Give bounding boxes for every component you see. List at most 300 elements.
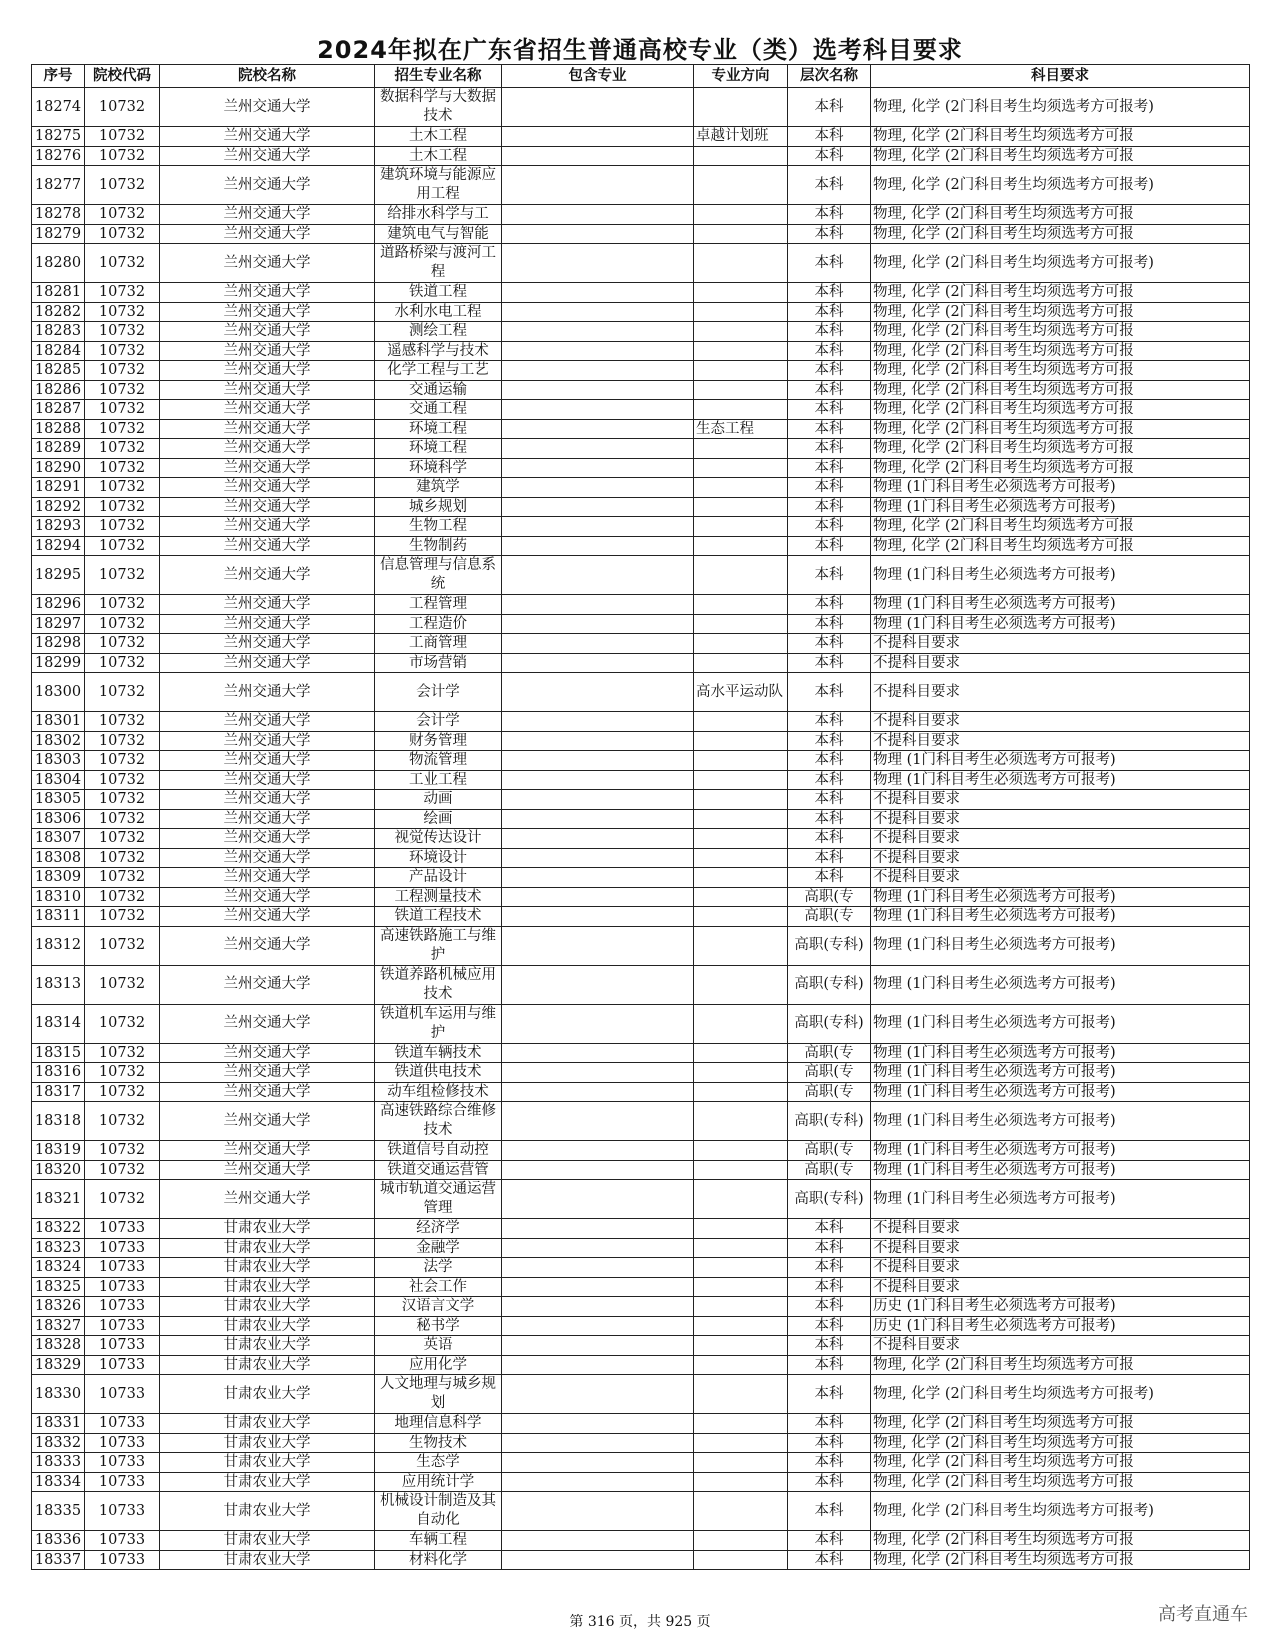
row-subject-req: 物理, 化学 (2门科目考生均须选考方可报 xyxy=(871,283,1250,303)
row-included-majors xyxy=(502,1355,694,1375)
row-index: 18286 xyxy=(32,380,85,400)
table-header-row xyxy=(32,65,1250,88)
row-level: 高职(专科) xyxy=(788,1102,871,1141)
row-included-majors xyxy=(502,673,694,712)
row-school-name: 兰州交通大学 xyxy=(160,751,375,771)
row-level: 本科 xyxy=(788,809,871,829)
row-level: 本科 xyxy=(788,224,871,244)
table-row xyxy=(32,146,1250,166)
row-subject-req: 物理 (1门科目考生必须选考方可报考) xyxy=(871,1082,1250,1102)
row-direction xyxy=(694,1316,788,1336)
row-index: 18288 xyxy=(32,419,85,439)
row-school-name: 兰州交通大学 xyxy=(160,1004,375,1043)
row-school-name: 兰州交通大学 xyxy=(160,458,375,478)
row-school-code: 10732 xyxy=(85,653,160,673)
row-direction xyxy=(694,283,788,303)
row-index: 18333 xyxy=(32,1453,85,1473)
header-school-code: 院校代码 xyxy=(85,65,160,88)
row-direction xyxy=(694,380,788,400)
row-level: 高职(专 xyxy=(788,907,871,927)
row-school-code: 10733 xyxy=(85,1453,160,1473)
row-school-code: 10732 xyxy=(85,439,160,459)
row-included-majors xyxy=(502,341,694,361)
row-included-majors xyxy=(502,166,694,205)
row-index: 18331 xyxy=(32,1414,85,1434)
row-school-code: 10732 xyxy=(85,556,160,595)
row-school-code: 10732 xyxy=(85,965,160,1004)
row-included-majors xyxy=(502,556,694,595)
row-subject-req: 物理 (1门科目考生必须选考方可报考) xyxy=(871,497,1250,517)
row-school-code: 10732 xyxy=(85,731,160,751)
row-index: 18297 xyxy=(32,614,85,634)
row-index: 18280 xyxy=(32,244,85,283)
row-direction xyxy=(694,634,788,654)
row-school-name: 兰州交通大学 xyxy=(160,1082,375,1102)
row-major-name: 生物制药 xyxy=(375,536,502,556)
row-subject-req: 物理, 化学 (2门科目考生均须选考方可报 xyxy=(871,1355,1250,1375)
row-level: 本科 xyxy=(788,1219,871,1239)
row-level: 本科 xyxy=(788,536,871,556)
row-level: 高职(专 xyxy=(788,887,871,907)
row-major-name: 工商管理 xyxy=(375,634,502,654)
row-subject-req: 不提科目要求 xyxy=(871,790,1250,810)
row-school-code: 10732 xyxy=(85,673,160,712)
row-subject-req: 物理, 化学 (2门科目考生均须选考方可报 xyxy=(871,341,1250,361)
row-direction xyxy=(694,1277,788,1297)
row-level: 高职(专科) xyxy=(788,1180,871,1219)
table-row xyxy=(32,809,1250,829)
row-included-majors xyxy=(502,1492,694,1531)
row-subject-req: 物理, 化学 (2门科目考生均须选考方可报 xyxy=(871,1531,1250,1551)
row-level: 本科 xyxy=(788,1297,871,1317)
row-major-name: 信息管理与信息系统 xyxy=(375,556,502,595)
row-direction xyxy=(694,458,788,478)
row-school-name: 兰州交通大学 xyxy=(160,497,375,517)
row-direction xyxy=(694,341,788,361)
row-level: 本科 xyxy=(788,790,871,810)
table-row xyxy=(32,926,1250,965)
row-subject-req: 不提科目要求 xyxy=(871,731,1250,751)
row-subject-req: 不提科目要求 xyxy=(871,868,1250,888)
row-school-name: 兰州交通大学 xyxy=(160,322,375,342)
row-school-code: 10732 xyxy=(85,283,160,303)
row-level: 本科 xyxy=(788,1355,871,1375)
row-school-name: 兰州交通大学 xyxy=(160,673,375,712)
row-major-name: 市场营销 xyxy=(375,653,502,673)
row-school-name: 兰州交通大学 xyxy=(160,731,375,751)
row-included-majors xyxy=(502,1180,694,1219)
row-major-name: 材料化学 xyxy=(375,1550,502,1570)
row-school-name: 兰州交通大学 xyxy=(160,868,375,888)
row-school-code: 10732 xyxy=(85,302,160,322)
row-major-name: 应用统计学 xyxy=(375,1472,502,1492)
row-school-code: 10732 xyxy=(85,614,160,634)
row-included-majors xyxy=(502,1550,694,1570)
row-direction xyxy=(694,302,788,322)
row-major-name: 会计学 xyxy=(375,712,502,732)
row-subject-req: 不提科目要求 xyxy=(871,1277,1250,1297)
row-included-majors xyxy=(502,224,694,244)
row-direction: 卓越计划班 xyxy=(694,127,788,147)
row-school-name: 甘肃农业大学 xyxy=(160,1531,375,1551)
table-row xyxy=(32,712,1250,732)
table-row xyxy=(32,1297,1250,1317)
row-index: 18289 xyxy=(32,439,85,459)
row-school-code: 10732 xyxy=(85,224,160,244)
row-direction xyxy=(694,1492,788,1531)
row-included-majors xyxy=(502,1102,694,1141)
row-included-majors xyxy=(502,1004,694,1043)
row-level: 本科 xyxy=(788,1453,871,1473)
row-subject-req: 物理, 化学 (2门科目考生均须选考方可报 xyxy=(871,1414,1250,1434)
row-school-code: 10732 xyxy=(85,400,160,420)
row-included-majors xyxy=(502,380,694,400)
row-included-majors xyxy=(502,790,694,810)
row-subject-req: 不提科目要求 xyxy=(871,848,1250,868)
row-level: 本科 xyxy=(788,419,871,439)
row-school-name: 兰州交通大学 xyxy=(160,770,375,790)
row-major-name: 铁道交通运营管 xyxy=(375,1160,502,1180)
row-index: 18326 xyxy=(32,1297,85,1317)
table-row xyxy=(32,1433,1250,1453)
row-direction xyxy=(694,731,788,751)
row-subject-req: 不提科目要求 xyxy=(871,712,1250,732)
row-major-name: 金融学 xyxy=(375,1238,502,1258)
table-row xyxy=(32,127,1250,147)
row-index: 18329 xyxy=(32,1355,85,1375)
row-major-name: 土木工程 xyxy=(375,146,502,166)
row-index: 18323 xyxy=(32,1238,85,1258)
row-included-majors xyxy=(502,829,694,849)
row-level: 高职(专科) xyxy=(788,926,871,965)
row-school-code: 10733 xyxy=(85,1433,160,1453)
row-school-code: 10732 xyxy=(85,322,160,342)
row-included-majors xyxy=(502,361,694,381)
row-major-name: 土木工程 xyxy=(375,127,502,147)
row-level: 本科 xyxy=(788,1277,871,1297)
table-row xyxy=(32,887,1250,907)
row-included-majors xyxy=(502,1238,694,1258)
row-subject-req: 不提科目要求 xyxy=(871,829,1250,849)
header-direction: 专业方向 xyxy=(694,65,788,88)
row-level: 本科 xyxy=(788,1238,871,1258)
header-index: 序号 xyxy=(32,65,85,88)
row-direction xyxy=(694,536,788,556)
row-direction xyxy=(694,770,788,790)
row-subject-req: 物理, 化学 (2门科目考生均须选考方可报 xyxy=(871,146,1250,166)
row-school-code: 10732 xyxy=(85,907,160,927)
row-index: 18292 xyxy=(32,497,85,517)
row-index: 18285 xyxy=(32,361,85,381)
row-subject-req: 物理, 化学 (2门科目考生均须选考方可报考) xyxy=(871,88,1250,127)
row-major-name: 财务管理 xyxy=(375,731,502,751)
row-direction xyxy=(694,439,788,459)
row-included-majors xyxy=(502,965,694,1004)
row-level: 本科 xyxy=(788,848,871,868)
row-major-name: 工程造价 xyxy=(375,614,502,634)
row-included-majors xyxy=(502,907,694,927)
table-row xyxy=(32,1102,1250,1141)
row-school-name: 兰州交通大学 xyxy=(160,1180,375,1219)
row-included-majors xyxy=(502,614,694,634)
row-school-name: 兰州交通大学 xyxy=(160,302,375,322)
row-subject-req: 物理 (1门科目考生必须选考方可报考) xyxy=(871,478,1250,498)
row-major-name: 会计学 xyxy=(375,673,502,712)
row-major-name: 建筑电气与智能 xyxy=(375,224,502,244)
row-subject-req: 物理 (1门科目考生必须选考方可报考) xyxy=(871,751,1250,771)
row-level: 本科 xyxy=(788,1258,871,1278)
row-subject-req: 不提科目要求 xyxy=(871,1258,1250,1278)
row-subject-req: 物理, 化学 (2门科目考生均须选考方可报 xyxy=(871,1550,1250,1570)
row-major-name: 建筑学 xyxy=(375,478,502,498)
row-index: 18284 xyxy=(32,341,85,361)
row-school-name: 兰州交通大学 xyxy=(160,166,375,205)
row-index: 18291 xyxy=(32,478,85,498)
row-direction xyxy=(694,907,788,927)
row-major-name: 铁道信号自动控 xyxy=(375,1141,502,1161)
table-row xyxy=(32,302,1250,322)
row-major-name: 英语 xyxy=(375,1336,502,1356)
row-school-code: 10732 xyxy=(85,887,160,907)
row-direction xyxy=(694,595,788,615)
row-school-code: 10732 xyxy=(85,127,160,147)
row-subject-req: 物理, 化学 (2门科目考生均须选考方可报 xyxy=(871,1433,1250,1453)
row-major-name: 城市轨道交通运营管理 xyxy=(375,1180,502,1219)
row-school-code: 10732 xyxy=(85,1160,160,1180)
row-subject-req: 物理, 化学 (2门科目考生均须选考方可报考) xyxy=(871,1492,1250,1531)
row-included-majors xyxy=(502,1433,694,1453)
row-direction xyxy=(694,1433,788,1453)
row-included-majors xyxy=(502,1336,694,1356)
row-included-majors xyxy=(502,1043,694,1063)
row-direction xyxy=(694,1453,788,1473)
row-school-name: 甘肃农业大学 xyxy=(160,1472,375,1492)
row-included-majors xyxy=(502,770,694,790)
row-major-name: 环境科学 xyxy=(375,458,502,478)
row-school-name: 兰州交通大学 xyxy=(160,926,375,965)
row-direction xyxy=(694,1004,788,1043)
row-included-majors xyxy=(502,88,694,127)
table-row xyxy=(32,283,1250,303)
row-direction xyxy=(694,244,788,283)
row-school-name: 兰州交通大学 xyxy=(160,634,375,654)
table-row xyxy=(32,1082,1250,1102)
row-level: 本科 xyxy=(788,653,871,673)
table-row xyxy=(32,1258,1250,1278)
row-subject-req: 物理, 化学 (2门科目考生均须选考方可报 xyxy=(871,127,1250,147)
row-index: 18324 xyxy=(32,1258,85,1278)
row-level: 本科 xyxy=(788,283,871,303)
row-school-code: 10732 xyxy=(85,244,160,283)
row-subject-req: 物理 (1门科目考生必须选考方可报考) xyxy=(871,1043,1250,1063)
row-major-name: 动画 xyxy=(375,790,502,810)
row-included-majors xyxy=(502,244,694,283)
row-major-name: 工程管理 xyxy=(375,595,502,615)
table-row xyxy=(32,848,1250,868)
table-row xyxy=(32,166,1250,205)
row-included-majors xyxy=(502,887,694,907)
table-row xyxy=(32,1004,1250,1043)
row-school-code: 10732 xyxy=(85,497,160,517)
row-school-code: 10732 xyxy=(85,88,160,127)
table-row xyxy=(32,1063,1250,1083)
row-direction xyxy=(694,614,788,634)
row-major-name: 工程测量技术 xyxy=(375,887,502,907)
row-direction xyxy=(694,1258,788,1278)
row-direction xyxy=(694,88,788,127)
row-school-name: 兰州交通大学 xyxy=(160,478,375,498)
row-subject-req: 不提科目要求 xyxy=(871,1238,1250,1258)
row-school-name: 兰州交通大学 xyxy=(160,536,375,556)
row-level: 本科 xyxy=(788,380,871,400)
table-row xyxy=(32,907,1250,927)
row-subject-req: 物理, 化学 (2门科目考生均须选考方可报 xyxy=(871,322,1250,342)
row-included-majors xyxy=(502,1472,694,1492)
row-school-code: 10733 xyxy=(85,1316,160,1336)
row-direction xyxy=(694,224,788,244)
row-school-name: 甘肃农业大学 xyxy=(160,1219,375,1239)
row-direction xyxy=(694,712,788,732)
row-index: 18317 xyxy=(32,1082,85,1102)
row-index: 18316 xyxy=(32,1063,85,1083)
row-school-name: 兰州交通大学 xyxy=(160,965,375,1004)
row-direction xyxy=(694,790,788,810)
row-major-name: 数据科学与大数据技术 xyxy=(375,88,502,127)
table-row xyxy=(32,341,1250,361)
row-index: 18311 xyxy=(32,907,85,927)
row-school-code: 10732 xyxy=(85,1102,160,1141)
row-direction xyxy=(694,1355,788,1375)
row-index: 18300 xyxy=(32,673,85,712)
row-subject-req: 物理, 化学 (2门科目考生均须选考方可报 xyxy=(871,380,1250,400)
row-school-name: 兰州交通大学 xyxy=(160,712,375,732)
row-included-majors xyxy=(502,1063,694,1083)
row-index: 18314 xyxy=(32,1004,85,1043)
row-school-code: 10732 xyxy=(85,205,160,225)
row-major-name: 铁道供电技术 xyxy=(375,1063,502,1083)
table-row xyxy=(32,1141,1250,1161)
row-subject-req: 物理 (1门科目考生必须选考方可报考) xyxy=(871,1063,1250,1083)
row-index: 18302 xyxy=(32,731,85,751)
row-major-name: 高速铁路施工与维护 xyxy=(375,926,502,965)
row-index: 18309 xyxy=(32,868,85,888)
row-direction xyxy=(694,517,788,537)
header-subject-req: 科目要求 xyxy=(871,65,1250,88)
row-included-majors xyxy=(502,1453,694,1473)
row-subject-req: 物理, 化学 (2门科目考生均须选考方可报考) xyxy=(871,244,1250,283)
header-school-name: 院校名称 xyxy=(160,65,375,88)
row-major-name: 产品设计 xyxy=(375,868,502,888)
row-subject-req: 物理 (1门科目考生必须选考方可报考) xyxy=(871,1160,1250,1180)
row-level: 本科 xyxy=(788,400,871,420)
row-level: 高职(专 xyxy=(788,1063,871,1083)
row-major-name: 测绘工程 xyxy=(375,322,502,342)
row-subject-req: 不提科目要求 xyxy=(871,634,1250,654)
row-subject-req: 物理, 化学 (2门科目考生均须选考方可报 xyxy=(871,205,1250,225)
row-direction xyxy=(694,887,788,907)
row-school-name: 兰州交通大学 xyxy=(160,419,375,439)
row-level: 本科 xyxy=(788,1472,871,1492)
row-major-name: 秘书学 xyxy=(375,1316,502,1336)
row-major-name: 高速铁路综合维修技术 xyxy=(375,1102,502,1141)
row-school-code: 10732 xyxy=(85,634,160,654)
row-major-name: 铁道机车运用与维护 xyxy=(375,1004,502,1043)
row-school-code: 10732 xyxy=(85,1082,160,1102)
row-school-name: 兰州交通大学 xyxy=(160,887,375,907)
row-school-code: 10733 xyxy=(85,1414,160,1434)
row-subject-req: 物理 (1门科目考生必须选考方可报考) xyxy=(871,926,1250,965)
row-major-name: 应用化学 xyxy=(375,1355,502,1375)
row-index: 18296 xyxy=(32,595,85,615)
row-subject-req: 物理, 化学 (2门科目考生均须选考方可报 xyxy=(871,517,1250,537)
table-row xyxy=(32,751,1250,771)
row-direction xyxy=(694,1336,788,1356)
row-school-code: 10732 xyxy=(85,1180,160,1219)
row-index: 18277 xyxy=(32,166,85,205)
row-school-code: 10733 xyxy=(85,1258,160,1278)
row-level: 本科 xyxy=(788,712,871,732)
table-row xyxy=(32,1355,1250,1375)
row-included-majors xyxy=(502,653,694,673)
row-school-code: 10732 xyxy=(85,1141,160,1161)
row-school-name: 兰州交通大学 xyxy=(160,829,375,849)
row-level: 本科 xyxy=(788,244,871,283)
row-included-majors xyxy=(502,127,694,147)
table-row xyxy=(32,829,1250,849)
row-major-name: 车辆工程 xyxy=(375,1531,502,1551)
row-included-majors xyxy=(502,536,694,556)
row-school-code: 10732 xyxy=(85,809,160,829)
row-major-name: 生物工程 xyxy=(375,517,502,537)
row-index: 18335 xyxy=(32,1492,85,1531)
row-direction xyxy=(694,653,788,673)
row-school-name: 兰州交通大学 xyxy=(160,1141,375,1161)
row-included-majors xyxy=(502,497,694,517)
row-major-name: 汉语言文学 xyxy=(375,1297,502,1317)
row-major-name: 铁道工程技术 xyxy=(375,907,502,927)
row-school-code: 10733 xyxy=(85,1297,160,1317)
row-included-majors xyxy=(502,419,694,439)
row-subject-req: 物理, 化学 (2门科目考生均须选考方可报 xyxy=(871,400,1250,420)
row-level: 本科 xyxy=(788,127,871,147)
row-direction xyxy=(694,146,788,166)
row-subject-req: 物理, 化学 (2门科目考生均须选考方可报 xyxy=(871,419,1250,439)
row-index: 18319 xyxy=(32,1141,85,1161)
row-school-name: 兰州交通大学 xyxy=(160,361,375,381)
row-major-name: 遥感科学与技术 xyxy=(375,341,502,361)
row-level: 本科 xyxy=(788,751,871,771)
row-included-majors xyxy=(502,439,694,459)
row-index: 18298 xyxy=(32,634,85,654)
row-direction xyxy=(694,751,788,771)
row-subject-req: 物理 (1门科目考生必须选考方可报考) xyxy=(871,1141,1250,1161)
table-row xyxy=(32,536,1250,556)
row-school-name: 兰州交通大学 xyxy=(160,146,375,166)
row-school-name: 甘肃农业大学 xyxy=(160,1375,375,1414)
row-index: 18315 xyxy=(32,1043,85,1063)
row-included-majors xyxy=(502,1414,694,1434)
row-school-code: 10733 xyxy=(85,1472,160,1492)
row-school-name: 甘肃农业大学 xyxy=(160,1336,375,1356)
row-school-code: 10733 xyxy=(85,1355,160,1375)
row-level: 本科 xyxy=(788,146,871,166)
row-school-code: 10732 xyxy=(85,1043,160,1063)
table-row xyxy=(32,322,1250,342)
row-subject-req: 物理, 化学 (2门科目考生均须选考方可报 xyxy=(871,302,1250,322)
row-subject-req: 物理 (1门科目考生必须选考方可报考) xyxy=(871,595,1250,615)
table-row xyxy=(32,614,1250,634)
row-included-majors xyxy=(502,712,694,732)
